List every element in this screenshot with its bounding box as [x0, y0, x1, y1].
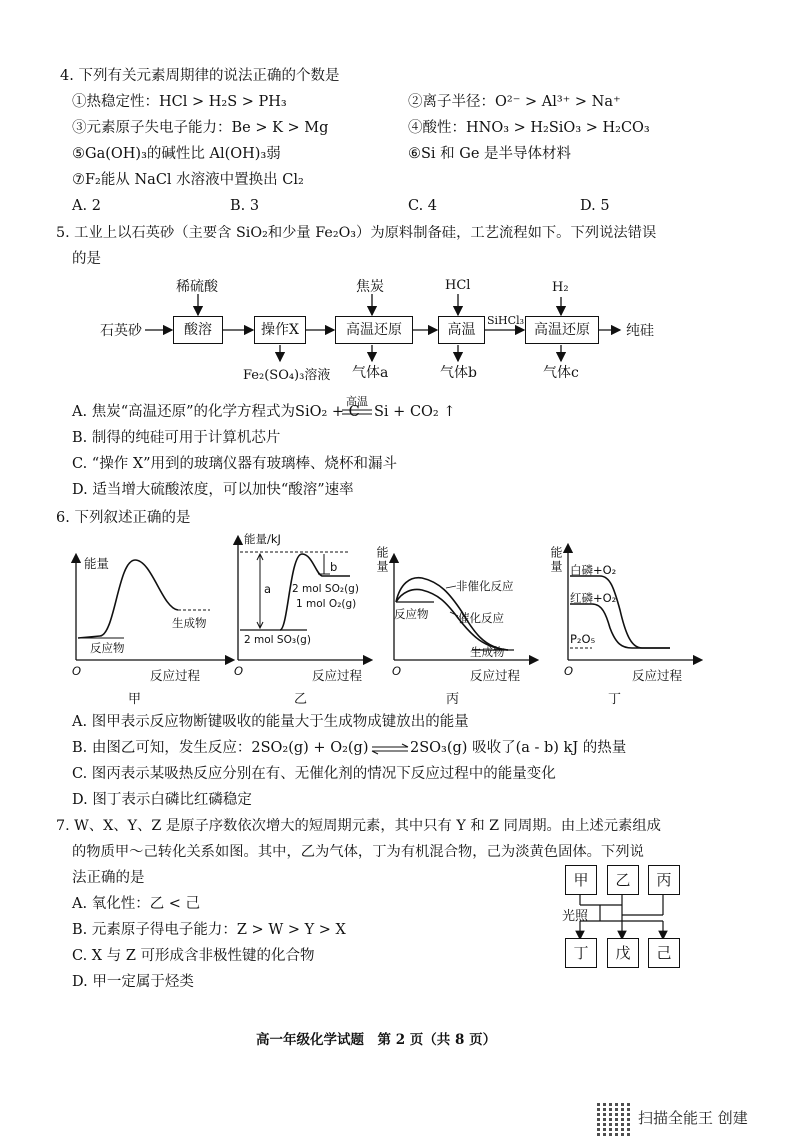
bing-noncat-label: 非催化反应 — [456, 579, 514, 593]
q5-option-b: B. 制得的纯硅可用于计算机芯片 — [72, 430, 281, 446]
q4-item-1: ①热稳定性：HCl > H₂S > PH₃ — [72, 94, 287, 110]
q7-stem-line1: 7. W、X、Y、Z 是原子序数依次增大的短周期元素，其中只有 Y 和 Z 同周期。由上述元素组成 — [56, 818, 661, 834]
q4-item-3: ③元素原子失电子能力：Be > K > Mg — [72, 120, 329, 136]
ding-p2o5-label: P₂O₅ — [570, 632, 596, 646]
bing-reactant-label: 反应物 — [394, 607, 429, 621]
jia-caption: 甲 — [128, 692, 142, 707]
q5-option-c: C. “操作 X”用到的玻璃仪器有玻璃棒、烧杯和漏斗 — [72, 456, 398, 472]
q7-box-jia: 甲 — [565, 865, 597, 895]
yi-ylabel: 能量/kJ — [244, 532, 281, 546]
bing-ylabel: 能量 — [375, 546, 389, 574]
flow-input-dilute-sulfuric: 稀硫酸 — [176, 279, 218, 295]
yi-label-b: b — [330, 560, 338, 574]
flow-box-high-temp-reduce-1: 高温还原 — [335, 316, 413, 344]
q4-item-7: ⑦F₂能从 NaCl 水溶液中置换出 Cl₂ — [72, 172, 304, 188]
ding-white-label: 白磷+O₂ — [570, 563, 617, 577]
yi-label-a: a — [264, 582, 272, 596]
q7-box-wu: 戊 — [607, 938, 639, 968]
q4-item-4: ④酸性：HNO₃ > H₂SiO₃ > H₂CO₃ — [408, 120, 650, 136]
q4-item-5: ⑤Ga(OH)₃的碱性比 Al(OH)₃弱 — [72, 146, 281, 162]
yi-caption: 乙 — [294, 692, 308, 707]
flow-box-operation-x: 操作X — [254, 316, 306, 344]
q7-option-d: D. 甲一定属于烃类 — [72, 974, 194, 990]
q4-item-6: ⑥Si 和 Ge 是半导体材料 — [408, 146, 572, 162]
q7-light-label: 光照 — [562, 909, 589, 924]
q7-option-c: C. X 与 Z 可形成含非极性键的化合物 — [72, 948, 315, 964]
q5-option-a: A. 焦炭“高温还原”的化学方程式为SiO₂ + C — [72, 404, 360, 420]
q5-option-a-tail: Si + CO₂ ↑ — [374, 404, 456, 420]
q7-stem-line3: 法正确的是 — [72, 870, 145, 886]
yi-upper-2: 1 mol O₂(g) — [296, 598, 357, 610]
flow-box-high-temp-reduce-2: 高温还原 — [525, 316, 599, 344]
q6-option-c: C. 图丙表示某吸热反应分别在有、无催化剂的情况下反应过程中的能量变化 — [72, 766, 556, 782]
ding-xlabel: 反应过程 — [632, 668, 683, 683]
bing-cat-label: 催化反应 — [458, 611, 504, 625]
q5-stem-line2: 的是 — [72, 251, 101, 267]
q7-box-bing: 丙 — [648, 865, 680, 895]
yi-xlabel: 反应过程 — [312, 668, 363, 683]
ding-ylabel: 能量 — [549, 546, 563, 574]
flow-end-label: 纯硅 — [626, 323, 654, 339]
q4-option-d: D. 5 — [580, 198, 610, 214]
q4-option-a: A. 2 — [72, 198, 101, 214]
q4-stem: 4. 下列有关元素周期律的说法正确的个数是 — [60, 68, 340, 84]
q4-option-b: B. 3 — [230, 198, 260, 214]
yi-lower: 2 mol SO₃(g) — [244, 634, 311, 646]
q6-option-d: D. 图丁表示白磷比红磷稳定 — [72, 792, 252, 808]
ding-origin: O — [564, 664, 574, 678]
q7-stem-line2: 的物质甲～己转化关系如图。其中，乙为气体，丁为有机混合物，己为淡黄色固体。下列说 — [72, 844, 644, 860]
jia-xlabel: 反应过程 — [150, 668, 201, 683]
q7-box-yi: 乙 — [607, 865, 639, 895]
q6-option-b: B. 由图乙可知，发生反应：2SO₂(g) + O₂(g) — [72, 740, 369, 756]
bing-origin: O — [392, 664, 402, 678]
qr-code-icon — [597, 1103, 630, 1136]
q4-option-c: C. 4 — [408, 198, 438, 214]
bing-xlabel: 反应过程 — [470, 668, 521, 683]
q6-option-b-tail: 2SO₃(g) 吸收了(a - b) kJ 的热量 — [410, 740, 627, 756]
jia-reactant: 反应物 — [90, 641, 125, 655]
bing-caption: 丙 — [446, 692, 460, 707]
jia-origin: O — [72, 664, 82, 678]
q5-option-a-condition: 高温 — [346, 395, 368, 408]
flow-output-gas-b: 气体b — [440, 365, 477, 381]
q7-box-ji: 己 — [648, 938, 680, 968]
flow-input-coke: 焦炭 — [356, 279, 384, 295]
q7-option-b: B. 元素原子得电子能力：Z > W > Y > X — [72, 922, 346, 938]
q5-option-a-equals — [342, 409, 372, 417]
q4-item-2: ②离子半径：O²⁻ > Al³⁺ > Na⁺ — [408, 94, 621, 110]
flow-output-fe2so43: Fe₂(SO₄)₃溶液 — [243, 368, 331, 383]
scanner-watermark: 扫描全能王 创建 — [638, 1109, 748, 1127]
yi-origin: O — [234, 664, 244, 678]
flow-arrow-label-sihcl3: SiHCl₃ — [487, 314, 524, 327]
q6-stem: 6. 下列叙述正确的是 — [56, 510, 191, 526]
flow-box-acid-dissolve: 酸溶 — [173, 316, 223, 344]
q7-option-a: A. 氧化性：乙 < 己 — [72, 896, 201, 912]
ding-caption: 丁 — [608, 692, 622, 707]
flow-output-gas-c: 气体c — [543, 365, 579, 381]
q7-box-ding: 丁 — [565, 938, 597, 968]
bing-product-label: 生成物 — [470, 645, 505, 659]
flow-output-gas-a: 气体a — [352, 365, 389, 381]
flow-input-h2: H₂ — [552, 280, 569, 295]
q5-option-d: D. 适当增大硫酸浓度，可以加快“酸溶”速率 — [72, 482, 354, 498]
ding-red-label: 红磷+O₂ — [570, 591, 617, 605]
q5-stem-line1: 5. 工业上以石英砂（主要含 SiO₂和少量 Fe₂O₃）为原料制备硅，工艺流程如下。下列说法错误 — [56, 225, 657, 241]
yi-upper-1: 2 mol SO₂(g) — [292, 583, 359, 595]
q6-option-b-equilibrium — [372, 746, 408, 754]
q6-option-a: A. 图甲表示反应物断键吸收的能量大于生成物成键放出的能量 — [72, 714, 469, 730]
page-footer: 高一年级化学试题 第 2 页（共 8 页） — [256, 1032, 497, 1048]
q6-chart-bing — [388, 540, 538, 670]
flow-input-hcl: HCl — [445, 278, 471, 293]
flow-box-high-temp: 高温 — [438, 316, 485, 344]
flow-start-label: 石英砂 — [100, 323, 142, 339]
jia-ylabel: 能量 — [84, 556, 110, 571]
jia-product: 生成物 — [172, 616, 207, 630]
